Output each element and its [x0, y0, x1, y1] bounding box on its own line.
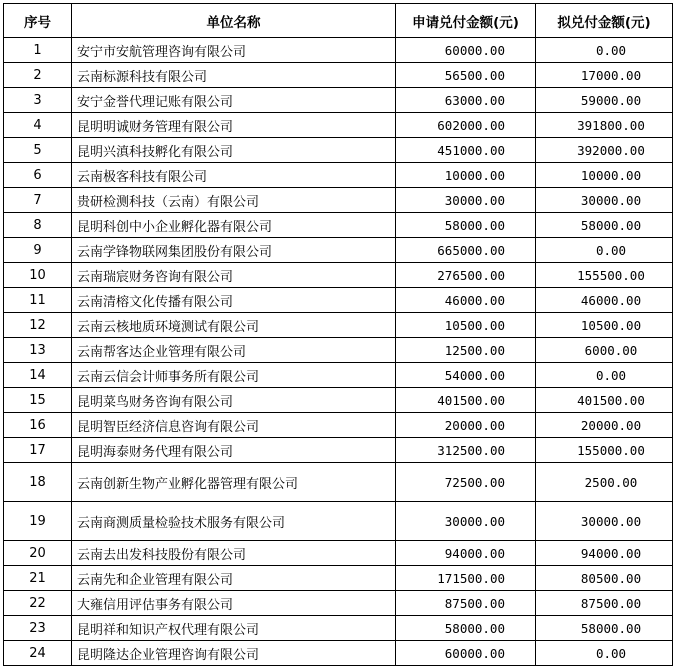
table-row	[4, 163, 673, 188]
row-approved-amount: 17000.00	[536, 63, 673, 88]
row-index: 5	[4, 138, 72, 163]
subsidy-table	[3, 3, 673, 666]
table-row	[4, 541, 673, 566]
row-index: 23	[4, 616, 72, 641]
row-company-name: 贵研检测科技（云南）有限公司	[72, 188, 396, 213]
table-row	[4, 138, 673, 163]
row-requested-amount: 94000.00	[396, 541, 536, 566]
table-row	[4, 616, 673, 641]
row-company-name: 云南帮客达企业管理有限公司	[72, 338, 396, 363]
row-index: 21	[4, 566, 72, 591]
row-company-name: 云南极客科技有限公司	[72, 163, 396, 188]
row-approved-amount: 20000.00	[536, 413, 673, 438]
row-company-name: 昆明隆达企业管理咨询有限公司	[72, 641, 396, 666]
row-company-name: 云南云信会计师事务所有限公司	[72, 363, 396, 388]
table-row	[4, 338, 673, 363]
row-requested-amount: 63000.00	[396, 88, 536, 113]
row-requested-amount: 60000.00	[396, 641, 536, 666]
row-index: 22	[4, 591, 72, 616]
table-row	[4, 238, 673, 263]
row-requested-amount: 72500.00	[396, 463, 536, 502]
table-row	[4, 188, 673, 213]
row-approved-amount: 10500.00	[536, 313, 673, 338]
row-company-name: 云南去出发科技股份有限公司	[72, 541, 396, 566]
row-approved-amount: 80500.00	[536, 566, 673, 591]
row-index: 7	[4, 188, 72, 213]
table-row	[4, 388, 673, 413]
row-company-name: 云南标源科技有限公司	[72, 63, 396, 88]
row-company-name: 昆明明诚财务管理有限公司	[72, 113, 396, 138]
row-company-name: 云南先和企业管理有限公司	[72, 566, 396, 591]
row-requested-amount: 10000.00	[396, 163, 536, 188]
row-index: 19	[4, 502, 72, 541]
row-company-name: 云南创新生物产业孵化器管理有限公司	[72, 463, 396, 502]
row-index: 2	[4, 63, 72, 88]
table-row	[4, 263, 673, 288]
row-index: 14	[4, 363, 72, 388]
row-approved-amount: 155500.00	[536, 263, 673, 288]
row-requested-amount: 10500.00	[396, 313, 536, 338]
row-requested-amount: 451000.00	[396, 138, 536, 163]
row-requested-amount: 312500.00	[396, 438, 536, 463]
table-row	[4, 113, 673, 138]
row-company-name: 云南清榕文化传播有限公司	[72, 288, 396, 313]
row-index: 1	[4, 38, 72, 63]
table-row	[4, 63, 673, 88]
table-row	[4, 213, 673, 238]
row-approved-amount: 94000.00	[536, 541, 673, 566]
row-index: 17	[4, 438, 72, 463]
row-index: 24	[4, 641, 72, 666]
table-row	[4, 88, 673, 113]
table-row	[4, 463, 673, 502]
table-body	[4, 38, 673, 666]
row-approved-amount: 392000.00	[536, 138, 673, 163]
row-requested-amount: 46000.00	[396, 288, 536, 313]
row-requested-amount: 401500.00	[396, 388, 536, 413]
table-header-row	[4, 4, 673, 38]
row-company-name: 昆明兴滇科技孵化有限公司	[72, 138, 396, 163]
row-company-name: 云南云核地质环境测试有限公司	[72, 313, 396, 338]
row-index: 16	[4, 413, 72, 438]
row-index: 15	[4, 388, 72, 413]
table-row	[4, 313, 673, 338]
row-approved-amount: 6000.00	[536, 338, 673, 363]
row-requested-amount: 276500.00	[396, 263, 536, 288]
row-approved-amount: 0.00	[536, 641, 673, 666]
row-index: 6	[4, 163, 72, 188]
table-row	[4, 502, 673, 541]
row-requested-amount: 30000.00	[396, 188, 536, 213]
table-row	[4, 38, 673, 63]
row-approved-amount: 0.00	[536, 38, 673, 63]
row-approved-amount: 58000.00	[536, 616, 673, 641]
row-requested-amount: 20000.00	[396, 413, 536, 438]
row-approved-amount: 58000.00	[536, 213, 673, 238]
row-approved-amount: 155000.00	[536, 438, 673, 463]
row-company-name: 大雍信用评估事务有限公司	[72, 591, 396, 616]
row-approved-amount: 391800.00	[536, 113, 673, 138]
row-approved-amount: 2500.00	[536, 463, 673, 502]
row-requested-amount: 171500.00	[396, 566, 536, 591]
row-requested-amount: 58000.00	[396, 616, 536, 641]
table-row	[4, 413, 673, 438]
row-index: 11	[4, 288, 72, 313]
table-row	[4, 438, 673, 463]
row-index: 3	[4, 88, 72, 113]
row-company-name: 昆明科创中小企业孵化器有限公司	[72, 213, 396, 238]
row-requested-amount: 30000.00	[396, 502, 536, 541]
row-approved-amount: 0.00	[536, 363, 673, 388]
row-index: 8	[4, 213, 72, 238]
header-approved-amount: 拟兑付金额(元)	[536, 4, 673, 38]
row-approved-amount: 59000.00	[536, 88, 673, 113]
row-requested-amount: 12500.00	[396, 338, 536, 363]
header-requested-amount: 申请兑付金额(元)	[396, 4, 536, 38]
table-row	[4, 641, 673, 666]
row-approved-amount: 0.00	[536, 238, 673, 263]
table-row	[4, 566, 673, 591]
row-company-name: 昆明智臣经济信息咨询有限公司	[72, 413, 396, 438]
row-requested-amount: 665000.00	[396, 238, 536, 263]
row-approved-amount: 10000.00	[536, 163, 673, 188]
row-requested-amount: 54000.00	[396, 363, 536, 388]
row-index: 18	[4, 463, 72, 502]
row-index: 20	[4, 541, 72, 566]
row-company-name: 安宁金誉代理记账有限公司	[72, 88, 396, 113]
row-index: 12	[4, 313, 72, 338]
row-company-name: 安宁市安航管理咨询有限公司	[72, 38, 396, 63]
row-approved-amount: 30000.00	[536, 502, 673, 541]
row-index: 9	[4, 238, 72, 263]
row-company-name: 云南学锋物联网集团股份有限公司	[72, 238, 396, 263]
header-index: 序号	[4, 4, 72, 38]
row-requested-amount: 58000.00	[396, 213, 536, 238]
header-company-name: 单位名称	[72, 4, 396, 38]
row-company-name: 云南瑞宸财务咨询有限公司	[72, 263, 396, 288]
row-company-name: 昆明菜鸟财务咨询有限公司	[72, 388, 396, 413]
row-index: 13	[4, 338, 72, 363]
table-row	[4, 288, 673, 313]
row-index: 4	[4, 113, 72, 138]
row-approved-amount: 401500.00	[536, 388, 673, 413]
row-requested-amount: 60000.00	[396, 38, 536, 63]
row-company-name: 昆明祥和知识产权代理有限公司	[72, 616, 396, 641]
row-approved-amount: 87500.00	[536, 591, 673, 616]
row-approved-amount: 46000.00	[536, 288, 673, 313]
row-requested-amount: 87500.00	[396, 591, 536, 616]
table-row	[4, 591, 673, 616]
row-requested-amount: 56500.00	[396, 63, 536, 88]
row-company-name: 昆明海泰财务代理有限公司	[72, 438, 396, 463]
row-approved-amount: 30000.00	[536, 188, 673, 213]
table-row	[4, 363, 673, 388]
row-index: 10	[4, 263, 72, 288]
row-company-name: 云南商测质量检验技术服务有限公司	[72, 502, 396, 541]
row-requested-amount: 602000.00	[396, 113, 536, 138]
